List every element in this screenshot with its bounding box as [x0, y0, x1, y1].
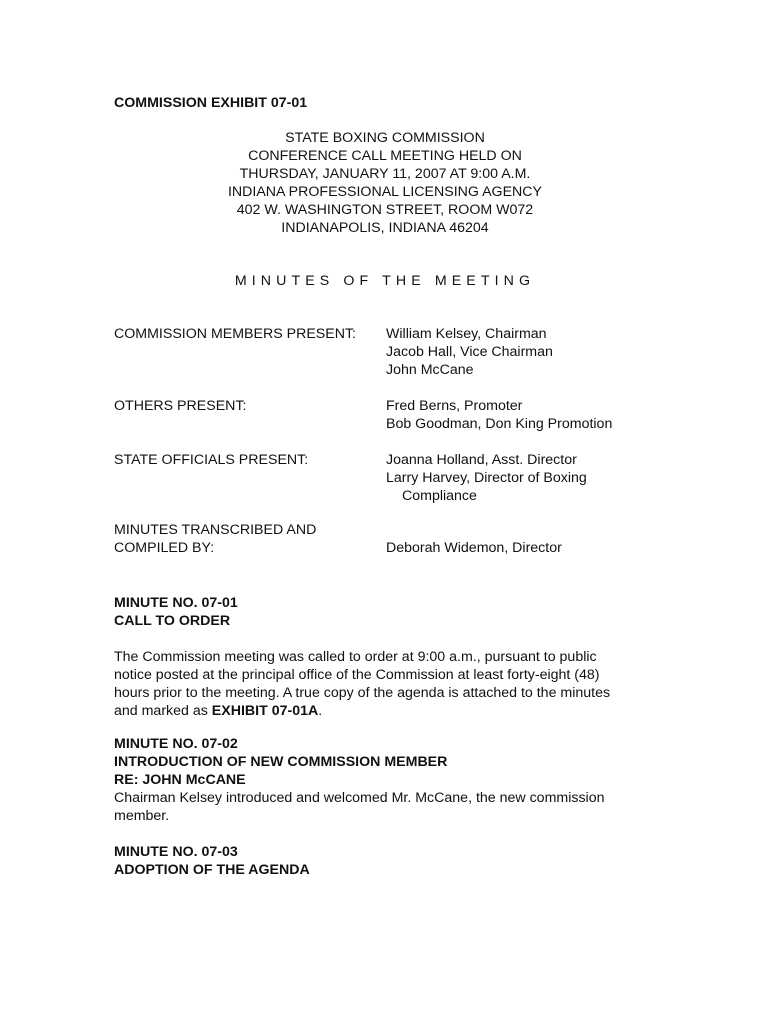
minute-number: MINUTE NO. 07-03 — [114, 844, 238, 860]
members-list — [386, 325, 553, 379]
minute-body-last-line — [114, 702, 654, 720]
minute-subject: RE: JOHN McCANE — [114, 772, 246, 788]
minute-heading: ADOPTION OF THE AGENDA — [114, 862, 310, 878]
members-label — [114, 325, 356, 343]
body-text: and marked as — [114, 703, 212, 719]
transcribed-label-line: COMPILED BY: — [114, 540, 215, 556]
transcribed-label-line: MINUTES TRANSCRIBED AND — [114, 522, 317, 538]
member-name: Jacob Hall, Vice Chairman — [386, 344, 553, 360]
official-name: Joanna Holland, Asst. Director — [386, 452, 577, 468]
member-name: William Kelsey, Chairman — [386, 326, 547, 342]
others-list — [386, 397, 612, 433]
meeting-header — [0, 129, 770, 237]
exhibit-reference: EXHIBIT 07-01A — [211, 703, 319, 719]
minute-07-03 — [114, 843, 654, 879]
other-name: Fred Berns, Promoter — [386, 398, 523, 414]
other-name: Bob Goodman, Don King Promotion — [386, 416, 613, 432]
header-line: 402 W. WASHINGTON STREET, ROOM W072 — [236, 202, 534, 218]
exhibit-title: COMMISSION EXHIBIT 07-01 — [114, 95, 308, 111]
members-label-text: COMMISSION MEMBERS PRESENT: — [114, 326, 357, 342]
transcribed-label — [114, 521, 316, 557]
minute-body-line: member. — [114, 808, 170, 824]
others-label-text: OTHERS PRESENT: — [114, 398, 247, 414]
minute-07-02 — [114, 735, 654, 825]
header-line: CONFERENCE CALL MEETING HELD ON — [248, 148, 522, 164]
minute-07-01 — [114, 594, 654, 720]
member-name: John McCane — [386, 362, 474, 378]
header-line: INDIANAPOLIS, INDIANA 46204 — [281, 220, 489, 236]
minute-number: MINUTE NO. 07-01 — [114, 595, 238, 611]
officials-label-text: STATE OFFICIALS PRESENT: — [114, 452, 309, 468]
minute-heading: CALL TO ORDER — [114, 613, 231, 629]
officials-list — [386, 451, 587, 505]
minute-body-line: hours prior to the meeting. A true copy of the agenda is attached to the minutes — [114, 685, 611, 701]
others-label — [114, 397, 246, 415]
official-name: Larry Harvey, Director of Boxing — [386, 470, 587, 486]
minute-body-line: Chairman Kelsey introduced and welcomed Mr. McCane, the new commission — [114, 790, 605, 806]
official-name-continuation: Compliance — [402, 488, 477, 504]
body-text: . — [318, 703, 323, 719]
minute-body-line: notice posted at the principal office of the Commission at least forty-eight (48) — [114, 667, 600, 683]
officials-label — [114, 451, 308, 469]
minute-heading: INTRODUCTION OF NEW COMMISSION MEMBER — [114, 754, 448, 770]
transcribed-list — [386, 539, 562, 557]
transcriber-name: Deborah Widemon, Director — [386, 540, 562, 556]
header-line: STATE BOXING COMMISSION — [285, 130, 485, 146]
header-line: INDIANA PROFESSIONAL LICENSING AGENCY — [227, 184, 543, 200]
minutes-title: MINUTES OF THE MEETING — [234, 273, 536, 289]
header-line: THURSDAY, JANUARY 11, 2007 AT 9:00 A.M. — [239, 166, 531, 182]
minute-body-line: The Commission meeting was called to order at 9:00 a.m., pursuant to public — [114, 649, 597, 665]
minute-number: MINUTE NO. 07-02 — [114, 736, 238, 752]
